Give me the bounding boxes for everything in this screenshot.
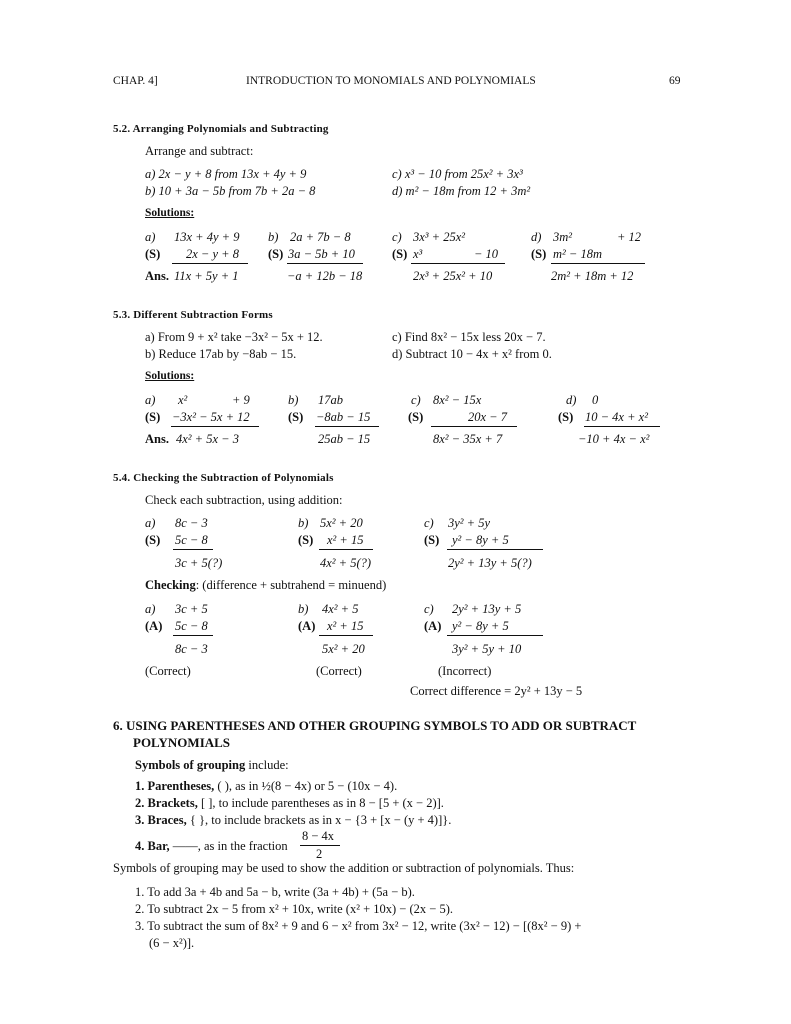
s54-check-b-a: (A) [298, 619, 316, 633]
s53-ans-d: −10 + 4x − x² [578, 432, 650, 446]
s54-check-b-difference: 4x² + 5 [322, 602, 359, 616]
s53-sol-a-subtrahend: −3x² − 5x + 12 [172, 410, 250, 424]
s54-a-minuend: 8c − 3 [175, 516, 208, 530]
grouping-item-4 [135, 840, 288, 853]
item4-term: 4. Bar, [135, 839, 170, 853]
s53-sol-c-subtrahend: 20x − 7 [468, 410, 507, 424]
s53-sol-a-minuend-a: x² [178, 393, 188, 407]
item3-term: 3. Braces, [135, 813, 187, 827]
s54-result-a: (Correct) [145, 664, 191, 678]
example-2: 2. To subtract 2x − 5 from x² + 10x, write (x² + 10x) − (2x − 5). [135, 902, 453, 916]
s52-sol-c-s: (S) [392, 247, 408, 261]
section-5-2-heading: 5.2. Arranging Polynomials and Subtracting [113, 123, 329, 135]
s54-b-minuend: 5x² + 20 [320, 516, 363, 530]
s54-check-b-label: b) [298, 602, 309, 616]
s54-a-difference: 3c + 5(?) [175, 556, 223, 570]
s54-c-minuend: 3y² + 5y [448, 516, 491, 530]
s52-sol-a-s: (S) [145, 247, 161, 261]
s53-sol-d-s: (S) [558, 410, 574, 424]
s54-b-subtrahend: x² + 15 [327, 533, 364, 547]
s54-b-label: b) [298, 516, 309, 530]
s52-sol-a-subtrahend: 2x − y + 8 [186, 247, 239, 261]
s54-check-b-subtrahend: x² + 15 [327, 619, 364, 633]
grouping-item-1 [135, 780, 397, 793]
s52-sol-c-subtrahend-a: x³ [413, 247, 423, 261]
s53-sol-b-label: b) [288, 393, 299, 407]
s54-c-difference: 2y² + 13y + 5(?) [448, 556, 532, 570]
s54-check-c-difference: 2y² + 13y + 5 [452, 602, 522, 616]
s53-sol-b-s: (S) [288, 410, 304, 424]
grouping-item-2 [135, 797, 444, 810]
s54-check-a-a: (A) [145, 619, 163, 633]
s53-sol-c-s: (S) [408, 410, 424, 424]
s54-c-subtrahend: y² − 8y + 5 [452, 533, 509, 547]
fraction-numerator: 8 − 4x [302, 829, 335, 843]
example-3-line1: 3. To subtract the sum of 8x² + 9 and 6 − x² from 3x² − 12, write (3x² − 12) − [(8x² − 9) + [135, 919, 582, 933]
example-3-line2: (6 − x²)]. [149, 936, 195, 950]
s52-sol-b-minuend: 2a + 7b − 8 [290, 230, 351, 244]
s52-sol-d-minuend-b: + 12 [617, 230, 642, 244]
s54-a-label: a) [145, 516, 156, 530]
s52-problem-b: b) 10 + 3a − 5b from 7b + 2a − 8 [145, 184, 316, 198]
s53-sol-d-minuend: 0 [592, 393, 599, 407]
s52-solutions-label: Solutions: [145, 207, 195, 219]
running-title: INTRODUCTION TO MONOMIALS AND POLYNOMIALS [246, 75, 536, 87]
checking-rule: : (difference + subtrahend = minuend) [195, 578, 387, 592]
s54-result-c: (Incorrect) [438, 664, 492, 678]
s53-problem-b: b) Reduce 17ab by −8ab − 15. [145, 347, 297, 361]
s52-sol-d-minuend-a: 3m² [553, 230, 573, 244]
s53-ans-label: Ans. [145, 432, 169, 446]
s53-ans-b: 25ab − 15 [318, 432, 371, 446]
item1-term: 1. Parentheses, [135, 779, 215, 793]
s53-ans-c: 8x² − 35x + 7 [433, 432, 503, 446]
s52-ans-c: 2x³ + 25x² + 10 [413, 269, 493, 283]
s53-sol-b-subtrahend: −8ab − 15 [316, 410, 371, 424]
s52-problem-d: d) m² − 18m from 12 + 3m² [392, 184, 531, 198]
s54-check-a-subtrahend: 5c − 8 [175, 619, 208, 633]
s54-c-label: c) [424, 516, 434, 530]
s54-b-s: (S) [298, 533, 314, 547]
grouping-symbols-bold: Symbols of grouping [135, 758, 246, 772]
s54-a-s: (S) [145, 533, 161, 547]
section-6-heading-line1: 6. USING PARENTHESES AND OTHER GROUPING SYMBOLS TO ADD OR SUBTRACT [113, 718, 637, 733]
s53-problem-c: c) Find 8x² − 15x less 20x − 7. [392, 330, 546, 344]
s54-check-c-label: c) [424, 602, 434, 616]
s54-check-c-sum: 3y² + 5y + 10 [452, 642, 522, 656]
s53-sol-c-label: c) [411, 393, 421, 407]
s54-check-a-label: a) [145, 602, 156, 616]
s52-sol-b-s: (S) [268, 247, 284, 261]
s52-ans-a: 11x + 5y + 1 [174, 269, 239, 283]
section-5-4-heading: 5.4. Checking the Subtraction of Polynomials [113, 472, 334, 484]
s52-sol-d-s: (S) [531, 247, 547, 261]
s52-sol-c-subtrahend-b: − 10 [474, 247, 499, 261]
s53-problem-a: a) From 9 + x² take −3x² − 5x + 12. [145, 330, 323, 344]
grouping-symbols-intro [135, 759, 289, 772]
s52-sol-d-subtrahend: m² − 18m [553, 247, 602, 261]
s54-check-c-a: (A) [424, 619, 442, 633]
checking-label: Checking [145, 578, 196, 592]
item3-desc: { }, to include brackets as in x − {3 + [x − (y + 4)]}. [189, 813, 452, 827]
s52-sol-a-label: a) [145, 230, 156, 244]
s53-sol-a-label: a) [145, 393, 156, 407]
item2-desc: [ ], to include parentheses as in 8 − [5 + (x − 2)]. [200, 796, 444, 810]
s53-problem-d: d) Subtract 10 − 4x + x² from 0. [392, 347, 552, 361]
s54-check-a-difference: 3c + 5 [175, 602, 208, 616]
checking-line [145, 579, 386, 592]
s54-correct-difference: Correct difference = 2y² + 13y − 5 [410, 684, 583, 698]
s54-c-s: (S) [424, 533, 440, 547]
s53-sol-a-s: (S) [145, 410, 161, 424]
section-6-heading-line2: POLYNOMIALS [133, 735, 231, 750]
s52-sol-c-label: c) [392, 230, 402, 244]
chapter-label: CHAP. 4] [113, 75, 158, 87]
s53-solutions-label: Solutions: [145, 370, 195, 382]
page-number: 69 [669, 75, 681, 87]
fraction-denominator: 2 [316, 847, 323, 861]
s53-sol-b-minuend: 17ab [318, 393, 343, 407]
s52-problem-c: c) x³ − 10 from 25x² + 3x³ [392, 167, 523, 181]
item1-desc: ( ), as in ½(8 − 4x) or 5 − (10x − 4). [217, 779, 398, 793]
s54-a-subtrahend: 5c − 8 [175, 533, 208, 547]
s52-problem-a: a) 2x − y + 8 from 13x + 4y + 9 [145, 167, 307, 181]
example-1: 1. To add 3a + 4b and 5a − b, write (3a + 4b) + (5a − b). [135, 885, 415, 899]
s52-ans-d: 2m² + 18m + 12 [551, 269, 634, 283]
s52-sol-d-label: d) [531, 230, 542, 244]
s54-check-c-subtrahend: y² − 8y + 5 [452, 619, 509, 633]
s52-sol-b-subtrahend: 3a − 5b + 10 [288, 247, 355, 261]
s54-check-a-sum: 8c − 3 [175, 642, 208, 656]
item4-desc: ——, as in the fraction [172, 839, 288, 853]
s52-sol-a-minuend: 13x + 4y + 9 [174, 230, 240, 244]
s53-sol-c-minuend: 8x² − 15x [433, 393, 482, 407]
section-5-3-heading: 5.3. Different Subtraction Forms [113, 309, 273, 321]
item2-term: 2. Brackets, [135, 796, 198, 810]
s52-sol-b-label: b) [268, 230, 279, 244]
s52-intro: Arrange and subtract: [145, 144, 254, 158]
s52-ans-b: −a + 12b − 18 [287, 269, 363, 283]
s53-sol-a-minuend-b: + 9 [232, 393, 250, 407]
grouping-paragraph: Symbols of grouping may be used to show the addition or subtraction of polynomials. Thus: [113, 861, 575, 875]
grouping-item-3 [135, 814, 451, 827]
s52-ans-label: Ans. [145, 269, 169, 283]
grouping-symbols-rest: include: [245, 758, 289, 772]
s54-check-b-sum: 5x² + 20 [322, 642, 365, 656]
s53-ans-a: 4x² + 5x − 3 [176, 432, 239, 446]
s54-intro: Check each subtraction, using addition: [145, 493, 343, 507]
s54-result-b: (Correct) [316, 664, 362, 678]
s52-sol-c-minuend: 3x³ + 25x² [413, 230, 466, 244]
s53-sol-d-subtrahend: 10 − 4x + x² [585, 410, 648, 424]
s54-b-difference: 4x² + 5(?) [320, 556, 372, 570]
s53-sol-d-label: d) [566, 393, 577, 407]
